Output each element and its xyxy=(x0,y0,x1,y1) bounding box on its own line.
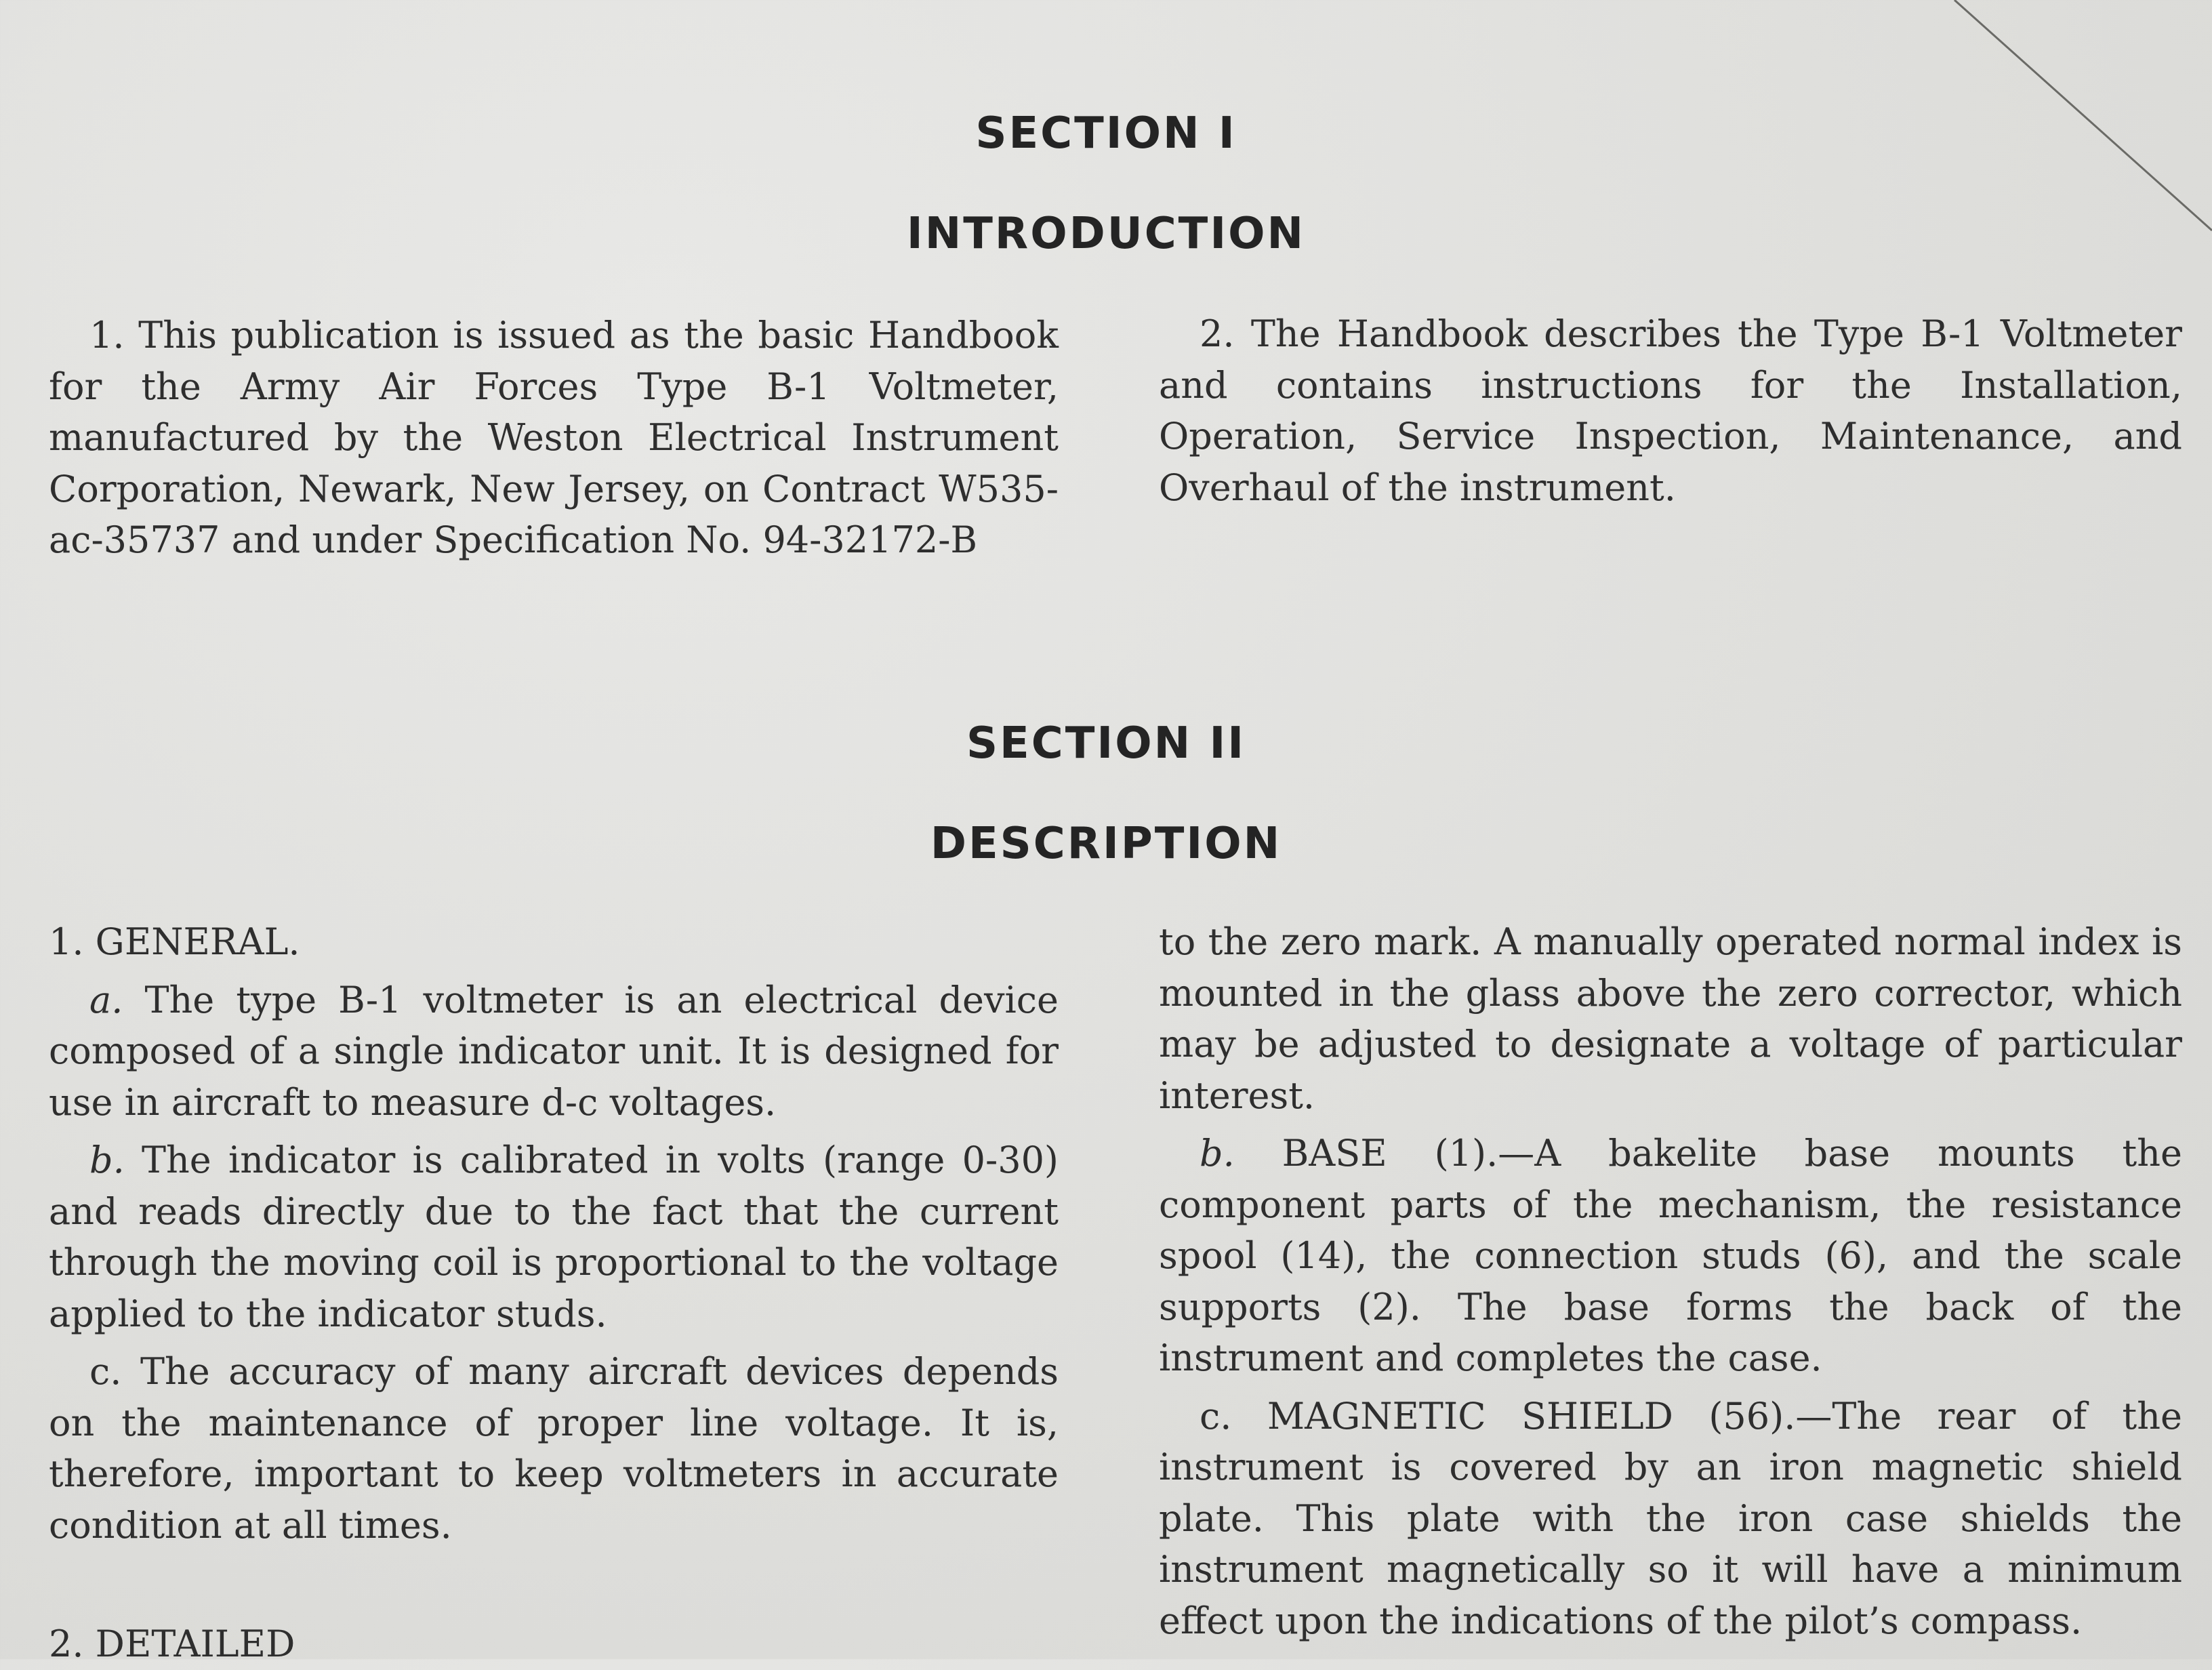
item-b-letter: b. xyxy=(89,1139,125,1181)
base-letter: b. xyxy=(1200,1132,1235,1175)
base-text: BASE (1).—A bakelite base mounts the component parts of the mechanism, the resistance spool (14), the connection studs (6), and the scale supports (2). The base forms the back of the instrument and completes the case. xyxy=(1159,1132,2182,1379)
description-left-column xyxy=(49,916,1059,1670)
detailed-heading: 2. DETAILED xyxy=(49,1623,295,1665)
item-a-text: The type B-1 voltmeter is an electrical device composed of a single indicator unit. It is designed for use in aircraft to measure d-c voltages. xyxy=(49,978,1059,1124)
magnetic-shield-item xyxy=(1159,1391,2182,1647)
intro-paragraph-2: 2. The Handbook describes the Type B-1 Voltmeter and contains instructions for the Installation, Operation, Service Inspection, Maintenance, and Overhaul of the instrument. xyxy=(1159,312,2182,509)
base-item xyxy=(1159,1128,2182,1384)
item-b-text: The indicator is calibrated in volts (range 0-30) and reads directly due to the fact that the current through the moving coil is proportional to the voltage applied to the indicator studs. xyxy=(49,1139,1059,1335)
general-heading: 1. GENERAL. xyxy=(49,920,300,963)
item-c-letter: c. xyxy=(89,1350,122,1393)
section-1-heading: SECTION I xyxy=(975,108,1237,159)
general-item-a xyxy=(49,975,1059,1128)
shield-text: MAGNETIC SHIELD (56).—The rear of the instrument is covered by an iron magnetic shield plate. This plate with the iron case shields the instrument magnetically so it will have a minimum effect upon the indications of the pilot’s compass. xyxy=(1159,1394,2182,1642)
general-item-c xyxy=(49,1346,1059,1551)
description-right-column xyxy=(1159,916,2182,1646)
general-item-b xyxy=(49,1135,1059,1339)
intro-right-column xyxy=(1159,308,2182,513)
section-2-heading: SECTION II xyxy=(966,718,1246,769)
shield-letter: c. xyxy=(1200,1394,1232,1438)
item-a-letter: a. xyxy=(89,978,123,1021)
intro-left-column xyxy=(49,310,1059,566)
section-1-title: INTRODUCTION xyxy=(906,209,1306,259)
continued-paragraph: to the zero mark. A manually operated normal index is mounted in the glass above the zero corrector, which may be adjusted to designate a voltage of particular interest. xyxy=(1159,920,2182,1117)
item-c-text: The accuracy of many aircraft devices depends on the maintenance of proper line voltage. It is, therefore, important to keep voltmeters in accurate condition at all times. xyxy=(49,1350,1059,1547)
section-2-title: DESCRIPTION xyxy=(930,819,1282,869)
intro-paragraph-1: 1. This publication is issued as the basic Handbook for the Army Air Forces Type B-1 Voltmeter, manufactured by the Weston Electrical Instrument Corporation, Newark, New Jersey, on Contract W535-ac-35737 and under Specification No. 94-32172-B xyxy=(49,314,1059,561)
